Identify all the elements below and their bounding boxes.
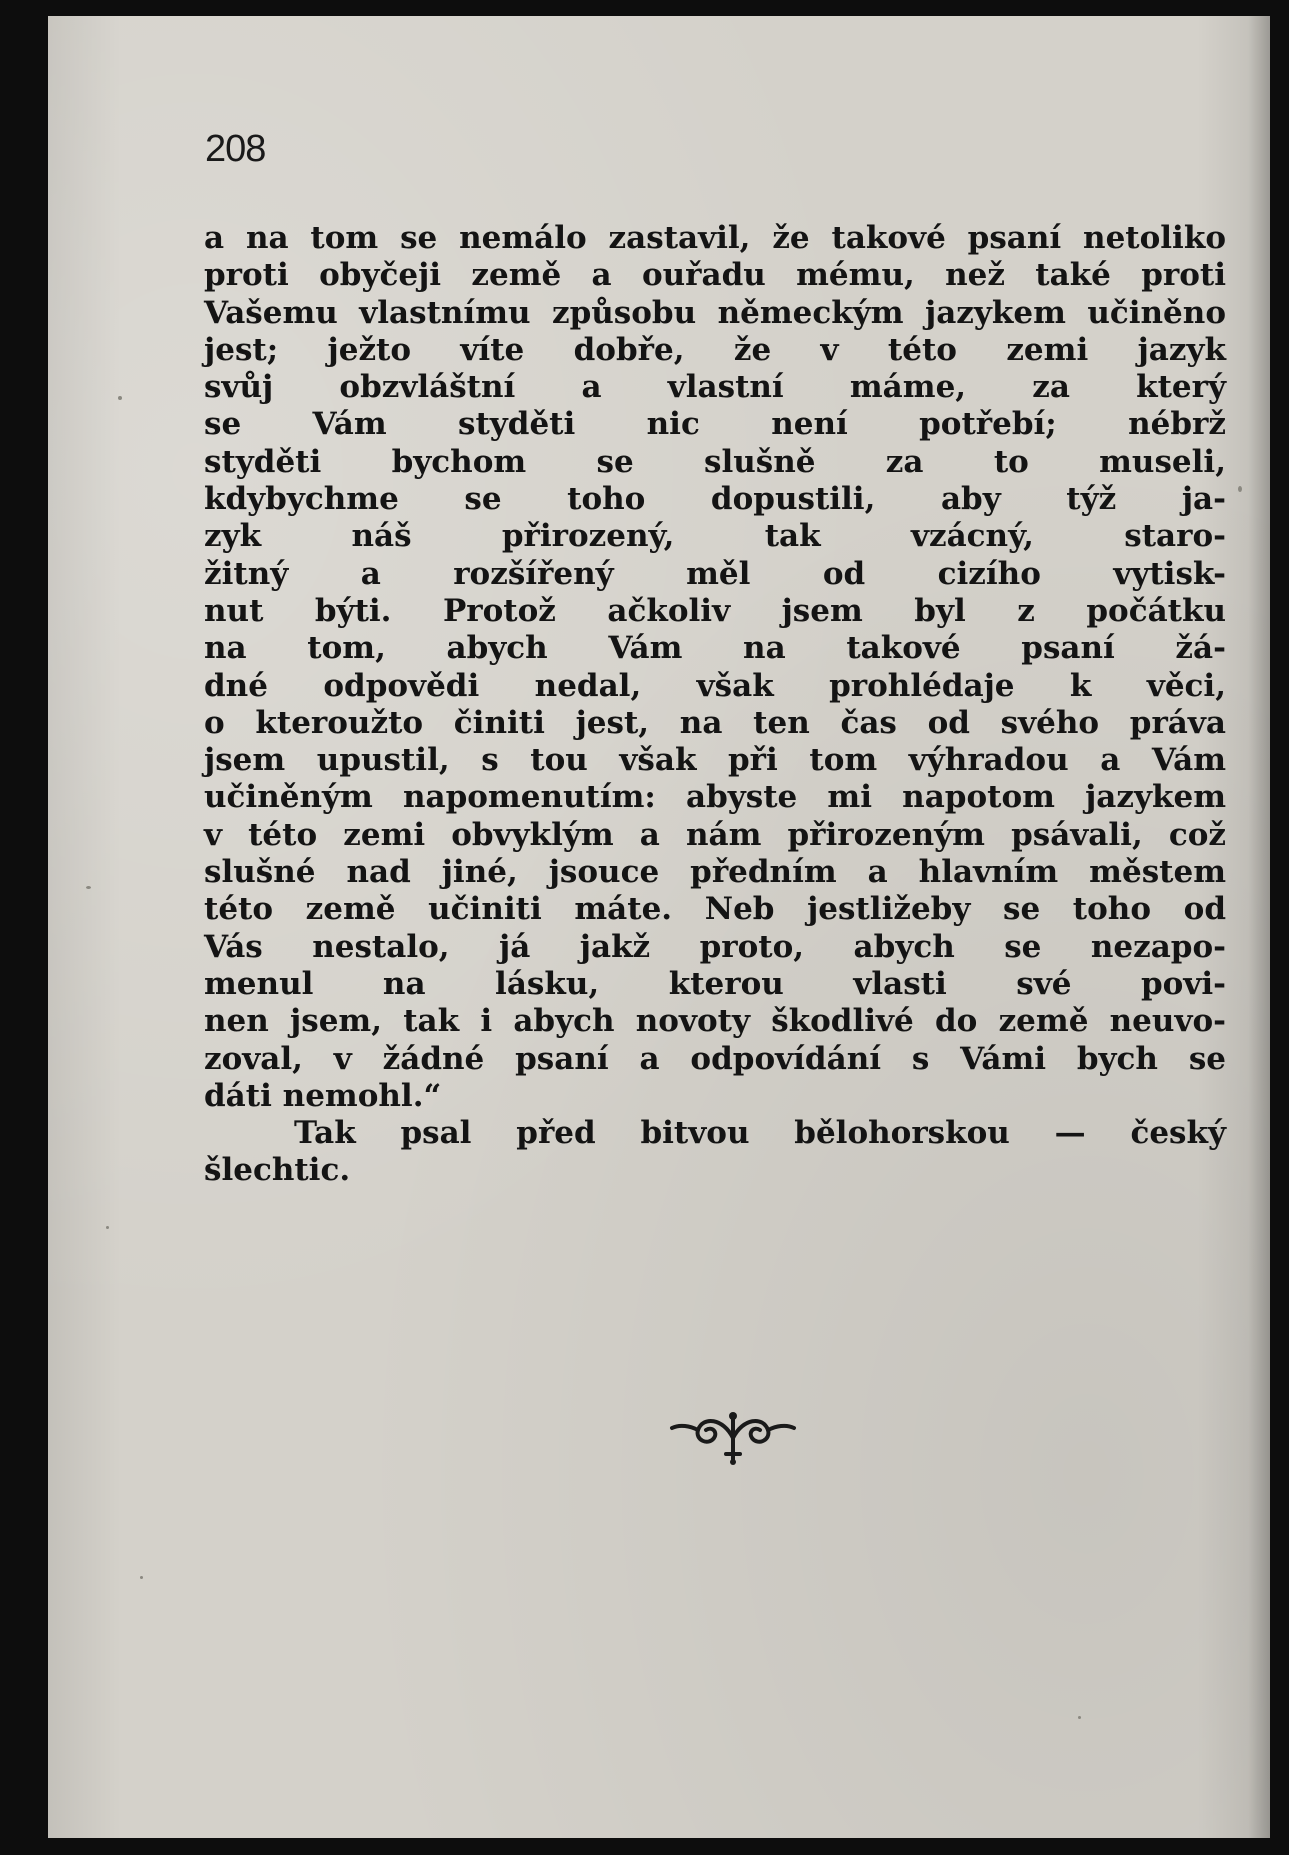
text-line: dáti nemohl.“ [204,1077,442,1114]
text-line: jsem upustil, s tou však při tom výhradou a Vám [204,742,1226,779]
text-line: menul na lásku, kterou vlasti své povi- [204,965,1226,1002]
text-line: kdybychme se toho dopustili, aby týž ja- [204,481,1226,518]
text-line: o kteroužto činiti jest, na ten čas od svého práva [204,704,1226,741]
text-line: zoval, v žádné psaní a odpovídání s Vámi bych se [204,1040,1226,1077]
page-shadow-edge [1248,16,1270,1838]
text-line: styděti bychom se slušně za to museli, [204,443,1226,480]
text-line: se Vám styděti nic není potřebí; nébrž [204,406,1226,443]
text-line: žitný a rozšířený měl od cizího vytisk- [204,555,1226,592]
text-line: nen jsem, tak i abych novoty škodlivé do země neuvo- [204,1003,1226,1040]
text-line: dné odpovědi nedal, však prohlédaje k věci, [204,667,1226,704]
page-number: 208 [205,128,266,170]
text-line: v této zemi obvyklým a nám přirozeným psávali, což [204,816,1226,853]
fleuron-ornament-icon [668,1408,798,1468]
text-line: proti obyčeji země a ouřadu mému, než také proti [204,257,1226,294]
paper-speck [140,1576,143,1579]
text-line: na tom, abych Vám na takové psaní žá- [204,630,1226,667]
text-line: svůj obzvláštní a vlastní máme, za který [204,369,1226,406]
closing-line: Tak psal před bitvou bělohorskou — český [294,1115,1226,1152]
text-line: učiněným napomenutím: abyste mi napotom jazykem [204,779,1226,816]
text-line: Vás nestalo, já jakž proto, abych se nezapo- [204,928,1226,965]
paper-speck [1078,1716,1081,1719]
book-page [48,16,1270,1838]
text-line: jest; ježto víte dobře, že v této zemi jazyk [204,331,1226,368]
body-text [204,220,1226,1190]
text-line: zyk náš přirozený, tak vzácný, staro- [204,518,1226,555]
text-line: a na tom se nemálo zastavil, že takové psaní netoliko [204,220,1226,256]
paper-speck [106,1226,109,1229]
paper-speck [1238,486,1242,492]
text-line: této země učiniti máte. Neb jestližeby se toho od [204,891,1226,928]
paper-speck [86,886,91,889]
text-line: slušné nad jiné, jsouce předním a hlavním městem [204,854,1226,891]
closing-line: šlechtic. [204,1152,351,1189]
text-line: nut býti. Protož ačkoliv jsem byl z počátku [204,592,1226,629]
paper-speck [118,396,122,400]
text-line: Vašemu vlastnímu způsobu německým jazykem učiněno [204,294,1226,331]
